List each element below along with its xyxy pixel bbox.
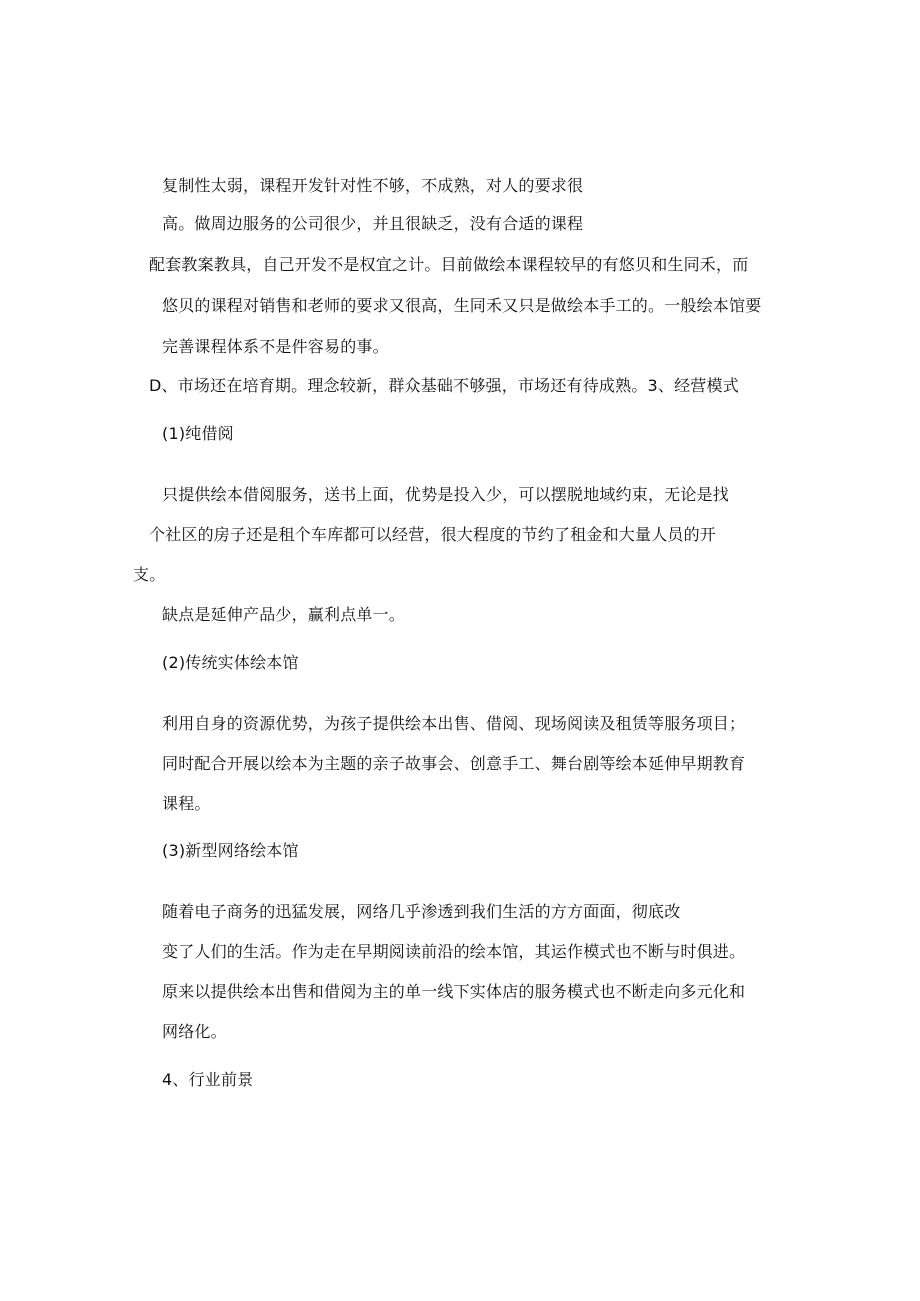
body-text-line: 原来以提供绘本出售和借阅为主的单一线下实体店的服务模式也不断走向多元化和 [162,982,746,1001]
body-text-line: 高。做周边服务的公司很少，并且很缺乏，没有合适的课程 [162,214,584,233]
body-text-line: 只提供绘本借阅服务，送书上面，优势是投入少，可以摆脱地域约束，无论是找 [162,485,730,504]
body-text-line: D、市场还在培育期。理念较新，群众基础不够强，市场还有待成熟。3、经营模式 [149,376,739,395]
section-heading: (2)传统实体绘本馆 [162,653,299,672]
body-text-line: 支。 [133,565,166,584]
body-text-line: 缺点是延伸产品少，赢利点单一。 [162,605,406,624]
section-heading: 4、行业前景 [162,1070,254,1089]
body-text-line: 利用自身的资源优势，为孩子提供绘本出售、借阅、现场阅读及租赁等服务项目； [162,714,746,733]
body-text-line: 变了人们的生活。作为走在早期阅读前沿的绘本馆，其运作模式也不断与时俱进。 [162,942,746,961]
section-heading: (1)纯借阅 [162,424,234,443]
section-heading: (3)新型网络绘本馆 [162,841,299,860]
body-text-line: 完善课程体系不是件容易的事。 [162,337,389,356]
body-text-line: 课程。 [162,794,211,813]
body-text-line: 复制性太弱，课程开发针对性不够，不成熟，对人的要求很 [162,176,584,195]
body-text-line: 配套教案教具，自己开发不是权宜之计。目前做绘本课程较早的有悠贝和生同禾，而 [149,255,749,274]
body-text-line: 网络化。 [162,1022,227,1041]
body-text-line: 同时配合开展以绘本为主题的亲子故事会、创意手工、舞台剧等绘本延伸早期教育 [162,754,746,773]
body-text-line: 随着电子商务的迅猛发展，网络几乎渗透到我们生活的方方面面，彻底改 [162,902,681,921]
body-text-line: 个社区的房子还是租个车库都可以经营，很大程度的节约了租金和大量人员的开 [149,525,717,544]
body-text-line: 悠贝的课程对销售和老师的要求又很高，生同禾又只是做绘本手工的。一般绘本馆要 [162,296,762,315]
